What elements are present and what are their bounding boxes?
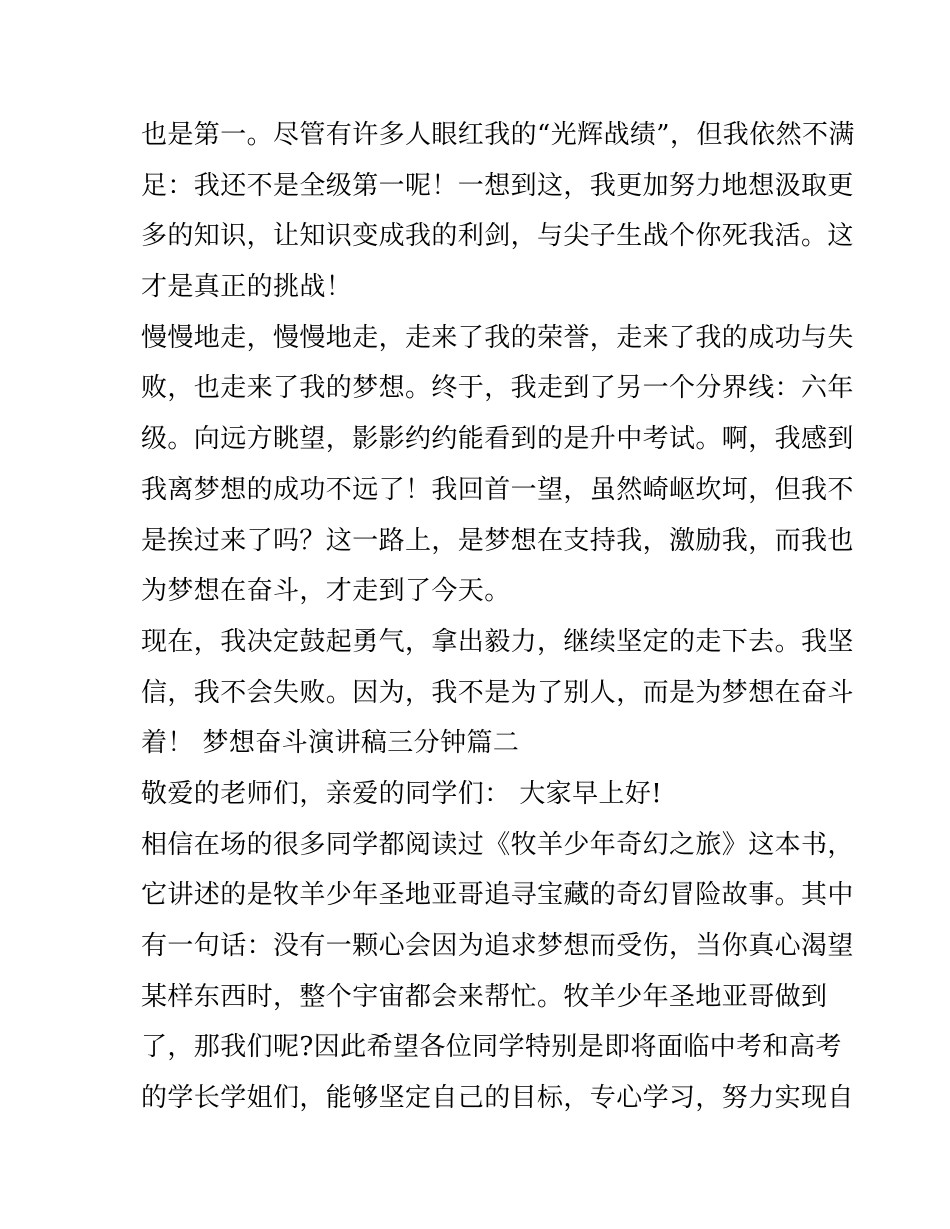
text-line: 着！ 梦想奋斗演讲稿三分钟篇二 xyxy=(141,728,520,759)
text-line: 某样东西时，整个宇宙都会来帮忙。牧羊少年圣地亚哥做到 xyxy=(141,981,828,1012)
text-line: 有一句话：没有一颗心会因为追求梦想而受伤，当你真心渴望 xyxy=(141,931,854,961)
text-line: 慢慢地走，慢慢地走，走来了我的荣誉，走来了我的成功与失 xyxy=(141,322,854,353)
text-line: 多的知识，让知识变成我的利剑，与尖子生战个你死我活。这 xyxy=(141,221,854,252)
text-line: 败，也走来了我的梦想。终于，我走到了另一个分界线：六年 xyxy=(141,373,854,404)
text-line: 为梦想在奋斗，才走到了今天。 xyxy=(141,576,511,607)
document-body xyxy=(141,110,855,1124)
text-line: 也是第一。尽管有许多人眼红我的“光辉战绩”，但我依然不满 xyxy=(141,120,855,150)
text-line: 足：我还不是全级第一呢！一想到这，我更加努力地想汲取更 xyxy=(141,170,854,201)
text-line: 了，那我们呢?因此希望各位同学特别是即将面临中考和高考 xyxy=(141,1032,842,1063)
text-line: 现在，我决定鼓起勇气，拿出毅力，继续坚定的走下去。我坚 xyxy=(141,626,854,657)
text-line: 信，我不会失败。因为，我不是为了别人，而是为梦想在奋斗 xyxy=(141,677,854,708)
text-line: 它讲述的是牧羊少年圣地亚哥追寻宝藏的奇幻冒险故事。其中 xyxy=(141,880,854,911)
text-line: 才是真正的挑战！ xyxy=(141,272,353,303)
text-line: 级。向远方眺望，影影约约能看到的是升中考试。啊，我感到 xyxy=(141,424,854,455)
text-line: 敬爱的老师们，亲爱的同学们： 大家早上好! xyxy=(141,778,663,809)
text-line: 是挨过来了吗？这一路上，是梦想在支持我，激励我，而我也 xyxy=(141,525,854,556)
text-line: 我离梦想的成功不远了！我回首一望，虽然崎岖坎坷，但我不 xyxy=(141,474,854,505)
text-line: 相信在场的很多同学都阅读过《牧羊少年奇幻之旅》这本书， xyxy=(141,829,854,860)
text-line: 的学长学姐们，能够坚定自己的目标，专心学习，努力实现自 xyxy=(141,1083,854,1114)
